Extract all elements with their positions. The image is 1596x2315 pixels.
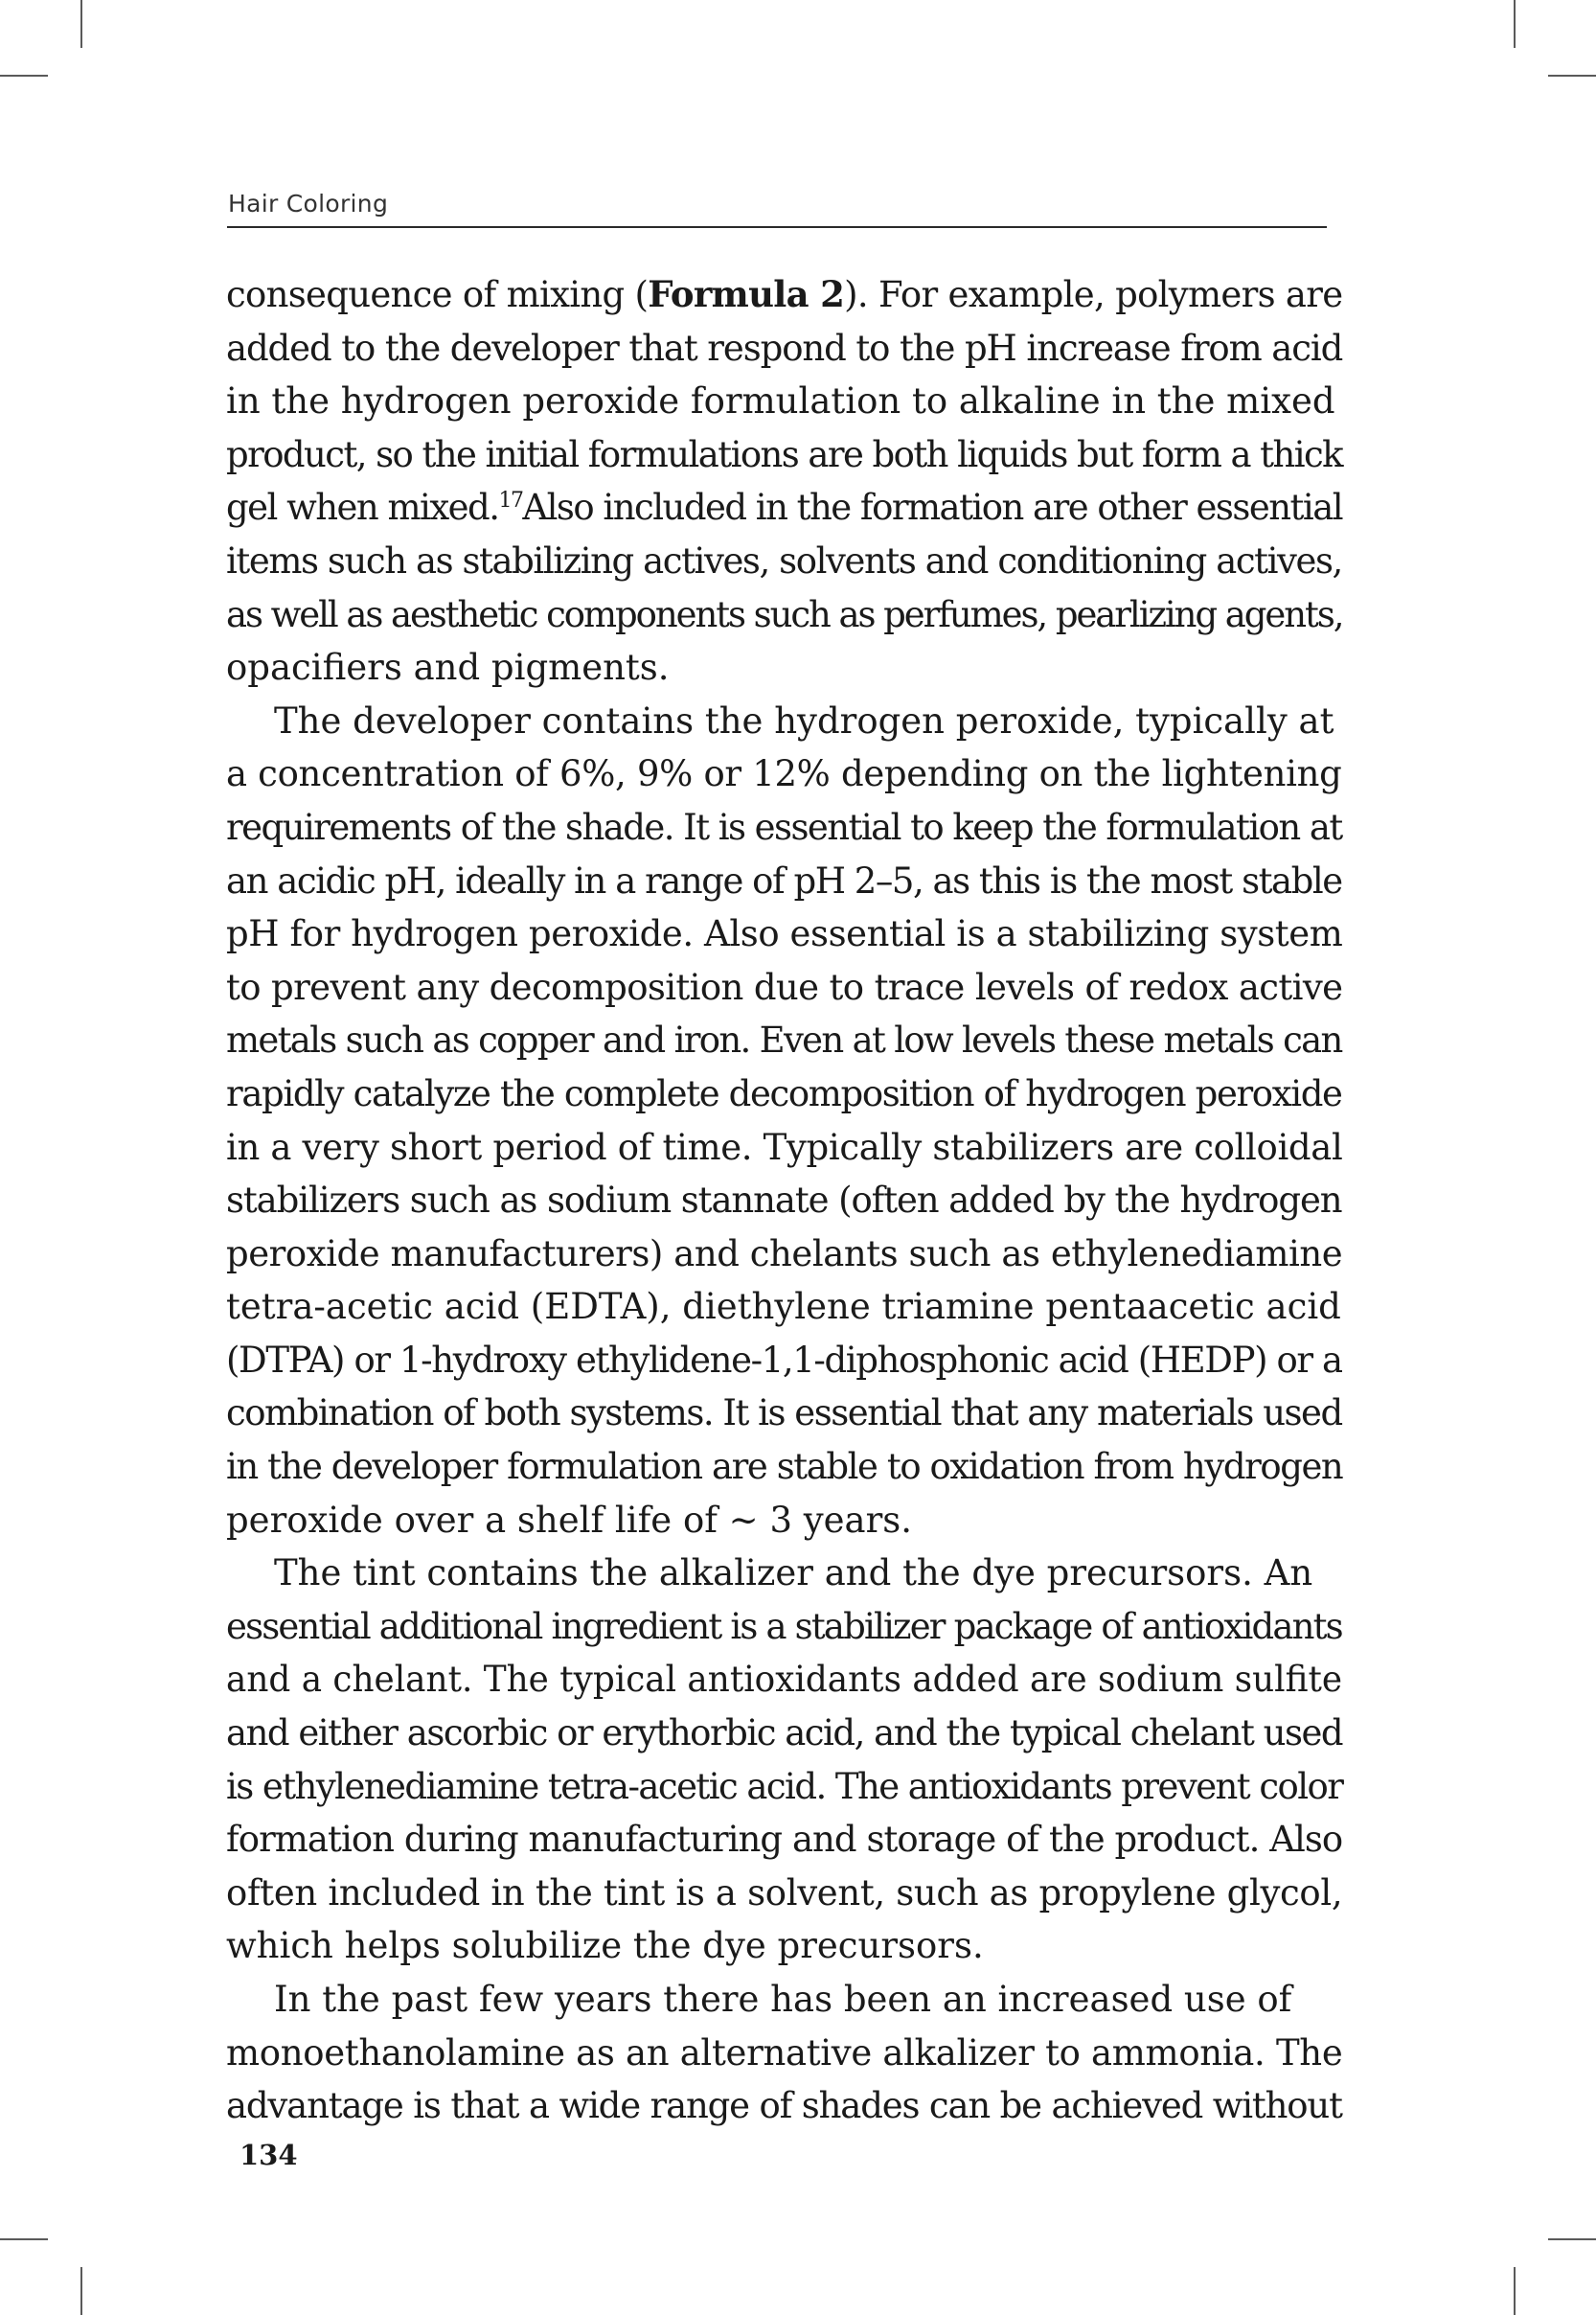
text-line: monoethanolamine as an alternative alkalizer to ammonia. The [226,2031,1343,2074]
text-line: rapidly catalyze the complete decomposition of hydrogen peroxide [226,1072,1342,1114]
header-rule [227,226,1327,228]
text-line: advantage is that a wide range of shades can be achieved without [226,2085,1342,2127]
reference-superscript: 17 [498,489,523,514]
text-line: peroxide manufacturers) and chelants such as ethylenediamine [226,1232,1343,1274]
crop-mark-top-left-horizontal [0,75,48,77]
text-line: which helps solubilize the dye precursors. [226,1925,984,1967]
text-line: opacifiers and pigments. [226,647,670,689]
text-line: tetra-acetic acid (EDTA), diethylene triamine pentaacetic acid [226,1286,1341,1328]
crop-mark-bottom-right-vertical [1514,2267,1516,2315]
text-line: gel when mixed.$^{17}$Also included in the formation are other essential [226,487,1343,529]
text-line: peroxide over a shelf life of ~ 3 years. [226,1499,913,1541]
text-line: a concentration of 6%, 9% or 12% depending on the lightening [226,753,1342,795]
text-line: and either ascorbic or erythorbic acid, and the typical chelant used [226,1712,1343,1754]
text-line: metals such as copper and iron. Even at low levels these metals can [226,1020,1342,1062]
formula-reference: Formula 2 [648,273,845,315]
body-text [226,268,1343,2133]
text-line: in a very short period of time. Typically stabilizers are colloidal [226,1126,1343,1168]
crop-mark-top-left-vertical [80,0,82,48]
text-line: an acidic pH, ideally in a range of pH 2–5, as this is the most stable [226,860,1342,902]
text-line: is ethylenediamine tetra-acetic acid. The antioxidants prevent color [226,1765,1343,1807]
crop-mark-bottom-left-vertical [80,2267,82,2315]
text-line: items such as stabilizing actives, solvents and conditioning actives, [226,539,1342,582]
text-line: often included in the tint is a solvent, such as propylene glycol, [226,1871,1343,1914]
text-line: product, so the initial formulations are both liquids but form a thick [226,433,1342,475]
page-number: 134 [239,2139,298,2171]
text-line: combination of both systems. It is essential that any materials used [226,1392,1342,1434]
paragraph-first-line: In the past few years there has been an increased use of [274,1979,1292,2020]
text-line: stabilizers such as sodium stannate (often added by the hydrogen [226,1180,1342,1222]
text-line: as well as aesthetic components such as perfumes, pearlizing agents, [226,593,1343,635]
text-line: consequence of mixing (Formula 2). For example, polymers are [226,273,1343,315]
crop-mark-bottom-right-horizontal [1548,2238,1596,2240]
crop-mark-top-right-horizontal [1548,75,1596,77]
text-line: essential additional ingredient is a stabilizer package of antioxidants [226,1605,1342,1647]
text-line: in the developer formulation are stable to oxidation from hydrogen [226,1446,1343,1488]
paragraph-first-line: The tint contains the alkalizer and the dye precursors. An [274,1552,1313,1594]
crop-mark-bottom-left-horizontal [0,2238,48,2240]
running-head: Hair Coloring [228,190,389,218]
text-line: pH for hydrogen peroxide. Also essential is a stabilizing system [226,913,1343,955]
text-line: formation during manufacturing and storage of the product. Also [226,1819,1343,1861]
text-line: and a chelant. The typical antioxidants added are sodium sulfite [226,1659,1343,1701]
text-line: (DTPA) or 1-hydroxy ethylidene-1,1-diphosphonic acid (HEDP) or a [226,1339,1342,1381]
text-line: requirements of the shade. It is essential to keep the formulation at [226,806,1342,848]
text-line: to prevent any decomposition due to trace levels of redox active [226,966,1343,1008]
crop-mark-top-right-vertical [1514,0,1516,48]
text-line: added to the developer that respond to the pH increase from acid [226,327,1343,369]
paragraph-first-line: The developer contains the hydrogen peroxide, typically at [274,699,1334,742]
text-line: in the hydrogen peroxide formulation to alkaline in the mixed [226,380,1335,423]
